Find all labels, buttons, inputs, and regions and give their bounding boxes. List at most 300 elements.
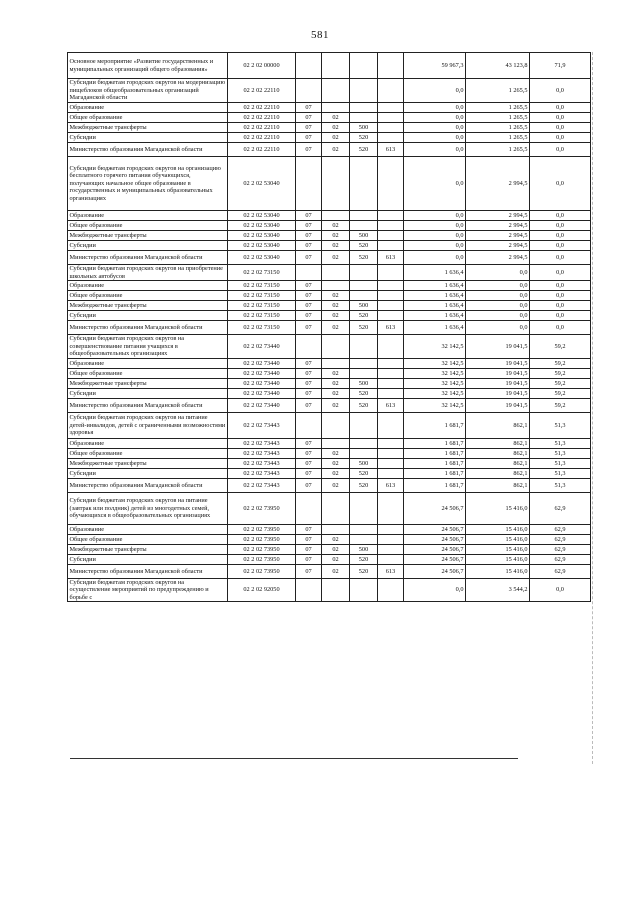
row-expense-type bbox=[350, 265, 378, 281]
row-name: Министерство образования Магаданской области bbox=[68, 565, 228, 579]
row-department-code bbox=[378, 579, 404, 602]
row-section bbox=[296, 413, 322, 439]
row-department-code: 613 bbox=[378, 251, 404, 265]
table-row bbox=[68, 143, 591, 157]
row-target-code: 02 2 02 73950 bbox=[228, 555, 296, 565]
row-actual-amount: 15 416,0 bbox=[466, 565, 530, 579]
table-row bbox=[68, 449, 591, 459]
row-department-code bbox=[378, 311, 404, 321]
row-expense-type bbox=[350, 369, 378, 379]
table-row bbox=[68, 379, 591, 389]
row-target-code: 02 2 02 73150 bbox=[228, 311, 296, 321]
row-subsection: 02 bbox=[322, 291, 350, 301]
row-actual-amount: 1 265,5 bbox=[466, 113, 530, 123]
row-department-code bbox=[378, 103, 404, 113]
row-name: Министерство образования Магаданской области bbox=[68, 399, 228, 413]
row-target-code: 02 2 02 73440 bbox=[228, 335, 296, 359]
row-name: Межбюджетные трансферты bbox=[68, 123, 228, 133]
row-actual-amount: 2 994,5 bbox=[466, 211, 530, 221]
row-name: Субсидии бюджетам городских округов на совершенствование питания учащихся в общеобразовательных организациях bbox=[68, 335, 228, 359]
row-department-code bbox=[378, 123, 404, 133]
table-row bbox=[68, 459, 591, 469]
row-planned-amount: 24 506,7 bbox=[404, 525, 466, 535]
row-subsection: 02 bbox=[322, 143, 350, 157]
row-percent: 62,9 bbox=[530, 565, 591, 579]
row-percent: 0,0 bbox=[530, 79, 591, 103]
row-expense-type bbox=[350, 579, 378, 602]
row-department-code: 613 bbox=[378, 143, 404, 157]
row-planned-amount: 1 636,4 bbox=[404, 265, 466, 281]
row-department-code bbox=[378, 379, 404, 389]
table-row bbox=[68, 399, 591, 413]
row-percent: 59,2 bbox=[530, 389, 591, 399]
row-planned-amount: 1 681,7 bbox=[404, 469, 466, 479]
row-department-code: 613 bbox=[378, 479, 404, 493]
table-row bbox=[68, 103, 591, 113]
row-target-code: 02 2 02 73150 bbox=[228, 265, 296, 281]
row-target-code: 02 2 02 73443 bbox=[228, 469, 296, 479]
row-target-code: 02 2 02 73150 bbox=[228, 291, 296, 301]
row-subsection: 02 bbox=[322, 555, 350, 565]
row-expense-type: 520 bbox=[350, 555, 378, 565]
row-target-code: 02 2 02 53040 bbox=[228, 251, 296, 265]
row-subsection bbox=[322, 103, 350, 113]
row-expense-type: 520 bbox=[350, 479, 378, 493]
row-section: 07 bbox=[296, 449, 322, 459]
row-subsection bbox=[322, 265, 350, 281]
row-name: Общее образование bbox=[68, 369, 228, 379]
row-subsection bbox=[322, 211, 350, 221]
row-expense-type bbox=[350, 493, 378, 525]
row-actual-amount: 862,1 bbox=[466, 449, 530, 459]
row-section bbox=[296, 79, 322, 103]
row-percent: 0,0 bbox=[530, 103, 591, 113]
row-department-code: 613 bbox=[378, 399, 404, 413]
row-actual-amount: 2 994,5 bbox=[466, 157, 530, 211]
row-subsection bbox=[322, 79, 350, 103]
row-expense-type: 520 bbox=[350, 389, 378, 399]
row-name: Субсидии бюджетам городских округов на приобретение школьных автобусов bbox=[68, 265, 228, 281]
row-expense-type bbox=[350, 79, 378, 103]
row-actual-amount: 19 041,5 bbox=[466, 369, 530, 379]
row-section: 07 bbox=[296, 545, 322, 555]
row-actual-amount: 0,0 bbox=[466, 291, 530, 301]
row-department-code bbox=[378, 157, 404, 211]
row-target-code: 02 2 02 73440 bbox=[228, 379, 296, 389]
row-subsection: 02 bbox=[322, 469, 350, 479]
row-percent: 59,2 bbox=[530, 369, 591, 379]
row-subsection: 02 bbox=[322, 311, 350, 321]
row-department-code: 613 bbox=[378, 565, 404, 579]
row-actual-amount: 1 265,5 bbox=[466, 133, 530, 143]
row-actual-amount: 1 265,5 bbox=[466, 123, 530, 133]
row-department-code bbox=[378, 301, 404, 311]
row-section: 07 bbox=[296, 231, 322, 241]
row-percent: 0,0 bbox=[530, 221, 591, 231]
row-planned-amount: 0,0 bbox=[404, 211, 466, 221]
row-name: Общее образование bbox=[68, 113, 228, 123]
row-target-code: 02 2 02 73443 bbox=[228, 449, 296, 459]
table-row bbox=[68, 251, 591, 265]
row-subsection: 02 bbox=[322, 241, 350, 251]
row-planned-amount: 1 681,7 bbox=[404, 439, 466, 449]
table-row bbox=[68, 479, 591, 493]
row-department-code bbox=[378, 459, 404, 469]
row-name: Основное мероприятие «Развитие государственных и муниципальных организаций общего образования» bbox=[68, 53, 228, 79]
row-percent: 0,0 bbox=[530, 291, 591, 301]
table-row bbox=[68, 311, 591, 321]
row-target-code: 02 2 02 53040 bbox=[228, 221, 296, 231]
row-target-code: 02 2 02 73443 bbox=[228, 459, 296, 469]
row-planned-amount: 0,0 bbox=[404, 123, 466, 133]
table-body bbox=[68, 53, 591, 602]
row-percent: 0,0 bbox=[530, 133, 591, 143]
row-expense-type bbox=[350, 525, 378, 535]
row-department-code: 613 bbox=[378, 321, 404, 335]
row-subsection: 02 bbox=[322, 535, 350, 545]
row-section: 07 bbox=[296, 251, 322, 265]
row-expense-type: 520 bbox=[350, 251, 378, 265]
row-planned-amount: 32 142,5 bbox=[404, 379, 466, 389]
row-planned-amount: 24 506,7 bbox=[404, 555, 466, 565]
table-row bbox=[68, 241, 591, 251]
row-expense-type bbox=[350, 449, 378, 459]
row-expense-type bbox=[350, 535, 378, 545]
row-percent: 62,9 bbox=[530, 545, 591, 555]
row-subsection: 02 bbox=[322, 379, 350, 389]
table-row bbox=[68, 157, 591, 211]
row-actual-amount: 2 994,5 bbox=[466, 221, 530, 231]
table-row bbox=[68, 291, 591, 301]
row-subsection: 02 bbox=[322, 479, 350, 493]
row-percent: 51,3 bbox=[530, 479, 591, 493]
row-planned-amount: 1 681,7 bbox=[404, 413, 466, 439]
row-target-code: 02 2 02 73950 bbox=[228, 535, 296, 545]
row-planned-amount: 0,0 bbox=[404, 143, 466, 157]
row-actual-amount: 2 994,5 bbox=[466, 231, 530, 241]
row-subsection: 02 bbox=[322, 399, 350, 413]
row-subsection: 02 bbox=[322, 545, 350, 555]
row-section: 07 bbox=[296, 133, 322, 143]
row-section: 07 bbox=[296, 369, 322, 379]
row-section: 07 bbox=[296, 113, 322, 123]
row-name: Межбюджетные трансферты bbox=[68, 231, 228, 241]
row-subsection bbox=[322, 493, 350, 525]
table-row bbox=[68, 281, 591, 291]
row-section: 07 bbox=[296, 525, 322, 535]
row-target-code: 02 2 02 00000 bbox=[228, 53, 296, 79]
row-name: Субсидии bbox=[68, 133, 228, 143]
row-planned-amount: 1 636,4 bbox=[404, 321, 466, 335]
row-expense-type bbox=[350, 53, 378, 79]
row-planned-amount: 1 636,4 bbox=[404, 291, 466, 301]
row-percent: 0,0 bbox=[530, 251, 591, 265]
page-number: 581 bbox=[311, 29, 329, 41]
row-department-code bbox=[378, 265, 404, 281]
row-department-code bbox=[378, 281, 404, 291]
row-expense-type bbox=[350, 103, 378, 113]
row-section: 07 bbox=[296, 321, 322, 335]
row-target-code: 02 2 02 22110 bbox=[228, 79, 296, 103]
row-section: 07 bbox=[296, 379, 322, 389]
row-name: Субсидии bbox=[68, 469, 228, 479]
row-target-code: 02 2 02 92050 bbox=[228, 579, 296, 602]
row-subsection: 02 bbox=[322, 221, 350, 231]
table-row bbox=[68, 265, 591, 281]
row-name: Межбюджетные трансферты bbox=[68, 459, 228, 469]
row-name: Образование bbox=[68, 211, 228, 221]
row-name: Межбюджетные трансферты bbox=[68, 301, 228, 311]
row-actual-amount: 43 123,8 bbox=[466, 53, 530, 79]
row-section: 07 bbox=[296, 123, 322, 133]
row-expense-type bbox=[350, 113, 378, 123]
row-actual-amount: 15 416,0 bbox=[466, 535, 530, 545]
row-actual-amount: 0,0 bbox=[466, 265, 530, 281]
row-planned-amount: 0,0 bbox=[404, 579, 466, 602]
row-actual-amount: 862,1 bbox=[466, 469, 530, 479]
row-name: Субсидии бюджетам городских округов на модернизацию пищеблоков общеобразовательных организаций Магаданской области bbox=[68, 79, 228, 103]
row-actual-amount: 862,1 bbox=[466, 459, 530, 469]
row-planned-amount: 1 681,7 bbox=[404, 459, 466, 469]
row-target-code: 02 2 02 53040 bbox=[228, 241, 296, 251]
row-name: Образование bbox=[68, 439, 228, 449]
row-target-code: 02 2 02 73950 bbox=[228, 565, 296, 579]
table-row bbox=[68, 53, 591, 79]
table-row bbox=[68, 565, 591, 579]
row-percent: 0,0 bbox=[530, 211, 591, 221]
table-row bbox=[68, 79, 591, 103]
row-target-code: 02 2 02 22110 bbox=[228, 133, 296, 143]
row-subsection bbox=[322, 157, 350, 211]
row-subsection: 02 bbox=[322, 133, 350, 143]
row-department-code bbox=[378, 291, 404, 301]
row-section: 07 bbox=[296, 241, 322, 251]
row-department-code bbox=[378, 555, 404, 565]
row-department-code bbox=[378, 211, 404, 221]
row-department-code bbox=[378, 413, 404, 439]
row-percent: 51,3 bbox=[530, 449, 591, 459]
row-target-code: 02 2 02 73150 bbox=[228, 301, 296, 311]
row-percent: 0,0 bbox=[530, 123, 591, 133]
row-percent: 0,0 bbox=[530, 311, 591, 321]
table-row bbox=[68, 301, 591, 311]
table-row bbox=[68, 211, 591, 221]
row-name: Субсидии bbox=[68, 389, 228, 399]
row-subsection: 02 bbox=[322, 389, 350, 399]
row-expense-type: 520 bbox=[350, 241, 378, 251]
row-subsection: 02 bbox=[322, 369, 350, 379]
row-department-code bbox=[378, 221, 404, 231]
row-planned-amount: 0,0 bbox=[404, 251, 466, 265]
row-section: 07 bbox=[296, 555, 322, 565]
row-actual-amount: 862,1 bbox=[466, 413, 530, 439]
row-section bbox=[296, 579, 322, 602]
row-planned-amount: 24 506,7 bbox=[404, 565, 466, 579]
row-target-code: 02 2 02 73440 bbox=[228, 359, 296, 369]
row-target-code: 02 2 02 73440 bbox=[228, 369, 296, 379]
row-name: Образование bbox=[68, 281, 228, 291]
row-planned-amount: 0,0 bbox=[404, 231, 466, 241]
row-subsection: 02 bbox=[322, 449, 350, 459]
row-expense-type: 520 bbox=[350, 399, 378, 413]
row-name: Министерство образования Магаданской области bbox=[68, 251, 228, 265]
row-department-code bbox=[378, 525, 404, 535]
row-target-code: 02 2 02 22110 bbox=[228, 113, 296, 123]
row-actual-amount: 2 994,5 bbox=[466, 251, 530, 265]
row-section bbox=[296, 157, 322, 211]
row-subsection bbox=[322, 359, 350, 369]
row-name: Субсидии бюджетам городских округов на осуществление мероприятий по предупреждению и борьбе с bbox=[68, 579, 228, 602]
row-planned-amount: 24 506,7 bbox=[404, 493, 466, 525]
row-expense-type bbox=[350, 291, 378, 301]
row-expense-type: 500 bbox=[350, 123, 378, 133]
row-name: Министерство образования Магаданской области bbox=[68, 143, 228, 157]
row-actual-amount: 0,0 bbox=[466, 321, 530, 335]
row-actual-amount: 15 416,0 bbox=[466, 525, 530, 535]
row-actual-amount: 19 041,5 bbox=[466, 379, 530, 389]
row-percent: 62,9 bbox=[530, 525, 591, 535]
row-department-code bbox=[378, 469, 404, 479]
row-section: 07 bbox=[296, 359, 322, 369]
row-section: 07 bbox=[296, 221, 322, 231]
row-target-code: 02 2 02 73443 bbox=[228, 479, 296, 493]
row-department-code bbox=[378, 231, 404, 241]
row-subsection: 02 bbox=[322, 123, 350, 133]
row-percent: 0,0 bbox=[530, 579, 591, 602]
row-subsection: 02 bbox=[322, 459, 350, 469]
row-name: Министерство образования Магаданской области bbox=[68, 479, 228, 493]
row-actual-amount: 1 265,5 bbox=[466, 143, 530, 157]
row-subsection: 02 bbox=[322, 301, 350, 311]
row-percent: 51,3 bbox=[530, 439, 591, 449]
row-target-code: 02 2 02 53040 bbox=[228, 231, 296, 241]
row-subsection: 02 bbox=[322, 231, 350, 241]
row-section: 07 bbox=[296, 399, 322, 413]
row-name: Общее образование bbox=[68, 291, 228, 301]
row-planned-amount: 0,0 bbox=[404, 79, 466, 103]
table-row bbox=[68, 579, 591, 602]
row-planned-amount: 32 142,5 bbox=[404, 359, 466, 369]
row-percent: 59,2 bbox=[530, 399, 591, 413]
row-expense-type: 500 bbox=[350, 301, 378, 311]
table-row bbox=[68, 389, 591, 399]
row-percent: 59,2 bbox=[530, 359, 591, 369]
row-name: Субсидии bbox=[68, 555, 228, 565]
row-section: 07 bbox=[296, 301, 322, 311]
row-planned-amount: 0,0 bbox=[404, 103, 466, 113]
row-name: Межбюджетные трансферты bbox=[68, 379, 228, 389]
row-name: Общее образование bbox=[68, 221, 228, 231]
table-row bbox=[68, 321, 591, 335]
row-section: 07 bbox=[296, 211, 322, 221]
row-subsection bbox=[322, 281, 350, 291]
row-section: 07 bbox=[296, 103, 322, 113]
row-department-code bbox=[378, 535, 404, 545]
row-percent: 0,0 bbox=[530, 157, 591, 211]
row-target-code: 02 2 02 73950 bbox=[228, 525, 296, 535]
row-section: 07 bbox=[296, 389, 322, 399]
row-planned-amount: 0,0 bbox=[404, 221, 466, 231]
table-row bbox=[68, 555, 591, 565]
row-expense-type bbox=[350, 413, 378, 439]
row-planned-amount: 1 636,4 bbox=[404, 301, 466, 311]
row-planned-amount: 32 142,5 bbox=[404, 399, 466, 413]
row-target-code: 02 2 02 22110 bbox=[228, 143, 296, 157]
row-department-code bbox=[378, 545, 404, 555]
row-percent: 0,0 bbox=[530, 281, 591, 291]
row-department-code bbox=[378, 79, 404, 103]
row-actual-amount: 0,0 bbox=[466, 311, 530, 321]
table-row bbox=[68, 369, 591, 379]
table-row bbox=[68, 231, 591, 241]
row-planned-amount: 24 506,7 bbox=[404, 535, 466, 545]
row-percent: 0,0 bbox=[530, 113, 591, 123]
row-planned-amount: 0,0 bbox=[404, 133, 466, 143]
row-target-code: 02 2 02 73150 bbox=[228, 281, 296, 291]
row-actual-amount: 19 041,5 bbox=[466, 399, 530, 413]
row-actual-amount: 3 544,2 bbox=[466, 579, 530, 602]
row-subsection: 02 bbox=[322, 113, 350, 123]
row-section: 07 bbox=[296, 439, 322, 449]
row-name: Субсидии бюджетам городских округов на питание (завтрак или полдник) детей из многодетных семей, обучающихся в общеобразовательных организациях bbox=[68, 493, 228, 525]
row-expense-type bbox=[350, 281, 378, 291]
row-expense-type: 500 bbox=[350, 231, 378, 241]
table-row bbox=[68, 535, 591, 545]
row-percent: 51,3 bbox=[530, 459, 591, 469]
row-actual-amount: 19 041,5 bbox=[466, 335, 530, 359]
row-target-code: 02 2 02 73950 bbox=[228, 493, 296, 525]
row-subsection bbox=[322, 335, 350, 359]
row-subsection bbox=[322, 413, 350, 439]
row-expense-type: 520 bbox=[350, 311, 378, 321]
row-target-code: 02 2 02 22110 bbox=[228, 103, 296, 113]
row-expense-type bbox=[350, 359, 378, 369]
row-planned-amount: 0,0 bbox=[404, 113, 466, 123]
row-percent: 0,0 bbox=[530, 241, 591, 251]
budget-table bbox=[67, 52, 591, 602]
row-actual-amount: 0,0 bbox=[466, 301, 530, 311]
table-row bbox=[68, 413, 591, 439]
row-name: Субсидии бюджетам городских округов на питание детей-инвалидов, детей с ограниченными возможностями здоровья bbox=[68, 413, 228, 439]
row-expense-type: 520 bbox=[350, 143, 378, 157]
row-name: Субсидии бюджетам городских округов на организацию бесплатного горячего питания обучающихся, получающих начальное общее образование в государственных и муниципальных образовательных организациях bbox=[68, 157, 228, 211]
row-name: Субсидии bbox=[68, 241, 228, 251]
row-percent: 51,3 bbox=[530, 469, 591, 479]
row-expense-type bbox=[350, 335, 378, 359]
row-section: 07 bbox=[296, 291, 322, 301]
table-row bbox=[68, 493, 591, 525]
table-row bbox=[68, 123, 591, 133]
table-row bbox=[68, 113, 591, 123]
row-target-code: 02 2 02 73443 bbox=[228, 439, 296, 449]
row-expense-type bbox=[350, 439, 378, 449]
row-section: 07 bbox=[296, 143, 322, 157]
row-percent: 71,9 bbox=[530, 53, 591, 79]
row-actual-amount: 1 265,5 bbox=[466, 103, 530, 113]
row-department-code bbox=[378, 439, 404, 449]
row-percent: 62,9 bbox=[530, 555, 591, 565]
bottom-rule bbox=[70, 758, 518, 759]
row-name: Субсидии bbox=[68, 311, 228, 321]
row-planned-amount: 1 681,7 bbox=[404, 449, 466, 459]
row-subsection: 02 bbox=[322, 321, 350, 335]
row-subsection bbox=[322, 579, 350, 602]
row-planned-amount: 32 142,5 bbox=[404, 389, 466, 399]
row-planned-amount: 1 681,7 bbox=[404, 479, 466, 493]
row-planned-amount: 0,0 bbox=[404, 241, 466, 251]
table-row bbox=[68, 439, 591, 449]
row-expense-type: 520 bbox=[350, 565, 378, 579]
